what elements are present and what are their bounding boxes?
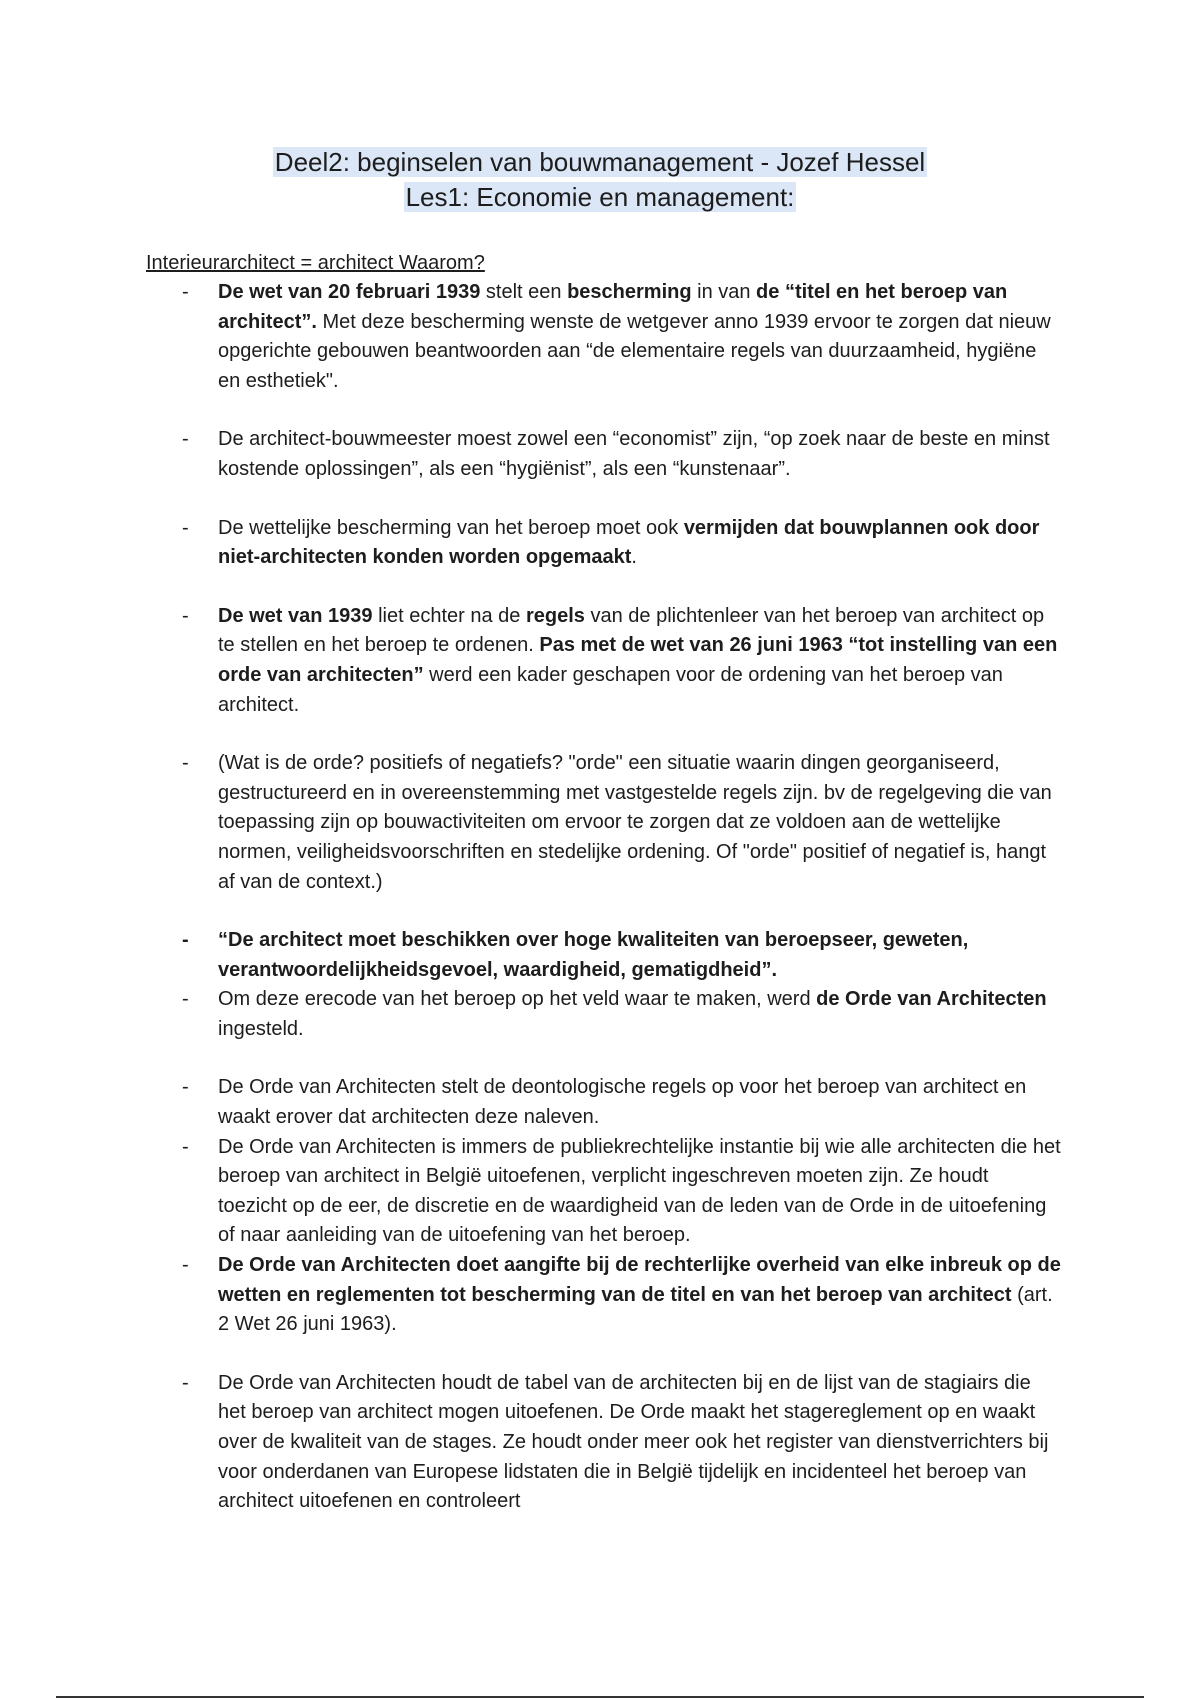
- bullet-item: [182, 602, 1062, 720]
- paragraph-spacer: [182, 573, 1062, 602]
- paragraph-spacer: [182, 1044, 1062, 1073]
- paragraph-spacer: [182, 720, 1062, 749]
- bullet-marker: -: [182, 1135, 189, 1158]
- bold-text-run: “De architect moet beschikken over hoge kwaliteiten van beroepseer, geweten, verantwoordelijkheidsgevoel, waardigheid, gematigdheid”.: [218, 929, 969, 981]
- bullet-item: [182, 1073, 1062, 1132]
- bullet-text: [218, 517, 1039, 569]
- bold-text-run: De wet van 20 februari 1939: [218, 281, 481, 303]
- document-title: [0, 145, 1200, 215]
- bullet-text: [218, 1136, 1061, 1247]
- bullet-item: [182, 425, 1062, 484]
- paragraph-spacer: [182, 1340, 1062, 1369]
- text-run: (Wat is de orde? positiefs of negatiefs? "orde" een situatie waarin dingen georganiseerd, gestructureerd en in overeenstemming met vastgestelde regels zijn. bv de regelgeving die van toepassing zijn op bouwactiviteiten om ervoor te zorgen dat ze voldoen aan de wettelijke normen, veiligheidsvoorschriften en stedelijke ordening. Of "orde" positief of negatief is, hangt af van de context.): [218, 752, 1052, 893]
- bold-text-run: vermijden dat bouwplannen ook door niet-architecten konden worden opgemaakt: [218, 516, 1040, 569]
- footer-divider: [56, 1696, 1144, 1698]
- bullet-text: [218, 988, 1047, 1040]
- bullet-text: [218, 929, 968, 981]
- bullet-marker: -: [182, 988, 189, 1011]
- bullet-marker: -: [182, 752, 189, 775]
- bullet-text: [218, 1372, 1048, 1512]
- bold-text-run: De Orde van Architecten doet aangifte bij de rechterlijke overheid van elke inbreuk op de wetten en reglementen tot bescherming van de titel en van het beroep van architect: [218, 1254, 1061, 1306]
- bold-text-run: Pas met de wet van 26 juni 1963 “tot instelling van een orde van architecten”: [218, 634, 1058, 686]
- section-heading: Interieurarchitect = architect Waarom?: [146, 252, 485, 274]
- bullet-marker: -: [182, 516, 189, 539]
- text-run: stelt een: [480, 281, 568, 303]
- text-run: in van: [691, 281, 757, 303]
- bullet-marker: -: [182, 1254, 189, 1277]
- bullet-text: [218, 428, 1050, 480]
- bold-text-run: regels: [525, 604, 585, 627]
- bullet-item: [182, 278, 1062, 396]
- bullet-item: [182, 749, 1062, 897]
- text-run: liet echter na de: [372, 604, 526, 627]
- bold-text-run: De wet van 1939: [218, 604, 373, 627]
- bullet-marker: -: [182, 428, 189, 451]
- bullet-marker: -: [182, 1076, 189, 1099]
- bullet-item: [182, 1251, 1062, 1340]
- bullet-text: [218, 605, 1057, 716]
- bullet-item: [182, 1369, 1062, 1517]
- paragraph-spacer: [182, 396, 1062, 425]
- text-run: werd een kader geschapen voor de ordening van het beroep van architect.: [218, 663, 1003, 716]
- bullet-marker: -: [182, 604, 189, 627]
- bullet-marker: -: [182, 1371, 189, 1394]
- bold-text-run: de Orde van Architecten: [816, 988, 1047, 1011]
- text-run: ingesteld.: [218, 1017, 304, 1040]
- text-run: De architect-bouwmeester moest zowel een “economist” zijn, “op zoek naar de beste en minst kostende oplossingen”, als een “hygiënist”, als een “kunstenaar”.: [218, 428, 1050, 480]
- bullet-text: [218, 1254, 1061, 1335]
- bullet-text: [218, 1076, 1026, 1128]
- text-run: De Orde van Architecten stelt de deontologische regels op voor het beroep van architect en waakt erover dat architecten deze naleven.: [218, 1076, 1027, 1129]
- title-line-1: Deel2: beginselen van bouwmanagement - Jozef Hessel: [274, 147, 926, 177]
- text-run: De Orde van Architecten is immers de publiekrechtelijke instantie bij wie alle architecten die het beroep van architect in België uitoefenen, verplicht ingeschreven moeten zijn. Ze houdt toezicht op de eer, de discretie en de waardigheid van de leden van de Orde in de uitoefening of naar aanleiding van de uitoefening van het beroep.: [218, 1135, 1061, 1247]
- text-run: Om deze erecode van het beroep op het veld waar te maken, werd: [218, 988, 817, 1011]
- text-run: De wettelijke bescherming van het beroep moet ook: [218, 516, 684, 539]
- text-run: .: [631, 546, 637, 569]
- bold-text-run: de “titel en het beroep van architect”.: [218, 281, 1008, 333]
- bullet-text: [218, 752, 1052, 892]
- bullet-item: [182, 985, 1062, 1044]
- bullet-marker: -: [182, 929, 189, 952]
- bullet-item: [182, 926, 1062, 985]
- bullet-text: [218, 281, 1051, 392]
- text-run: van de plichtenleer van het beroep van architect op te stellen en het beroep te ordenen.: [218, 604, 1045, 657]
- bullet-item: [182, 1133, 1062, 1251]
- bullet-marker: -: [182, 281, 189, 303]
- bullet-item: [182, 514, 1062, 573]
- paragraph-spacer: [182, 485, 1062, 514]
- text-run: De Orde van Architecten houdt de tabel van de architecten bij en de lijst van de stagiairs die het beroep van architect mogen uitoefenen. De Orde maakt het stagereglement op en waakt over de kwaliteit van de stages. Ze houdt onder meer ook het register van dienstverrichters bij voor onderdanen van Europese lidstaten die in België tijdelijk en incidenteel het beroep van architect uitoefenen en controleert: [218, 1371, 1049, 1513]
- text-run: Met deze bescherming wenste de wetgever anno 1939 ervoor te zorgen dat nieuw opgerichte gebouwen beantwoorden aan “de elementaire regels van duurzaamheid, hygiëne en esthetiek".: [218, 310, 1051, 392]
- bold-text-run: bescherming: [567, 281, 692, 303]
- bullet-list: [182, 278, 1062, 1517]
- paragraph-spacer: [182, 897, 1062, 926]
- text-run: (art. 2 Wet 26 juni 1963).: [218, 1283, 1053, 1336]
- title-line-2: Les1: Economie en management:: [405, 182, 795, 212]
